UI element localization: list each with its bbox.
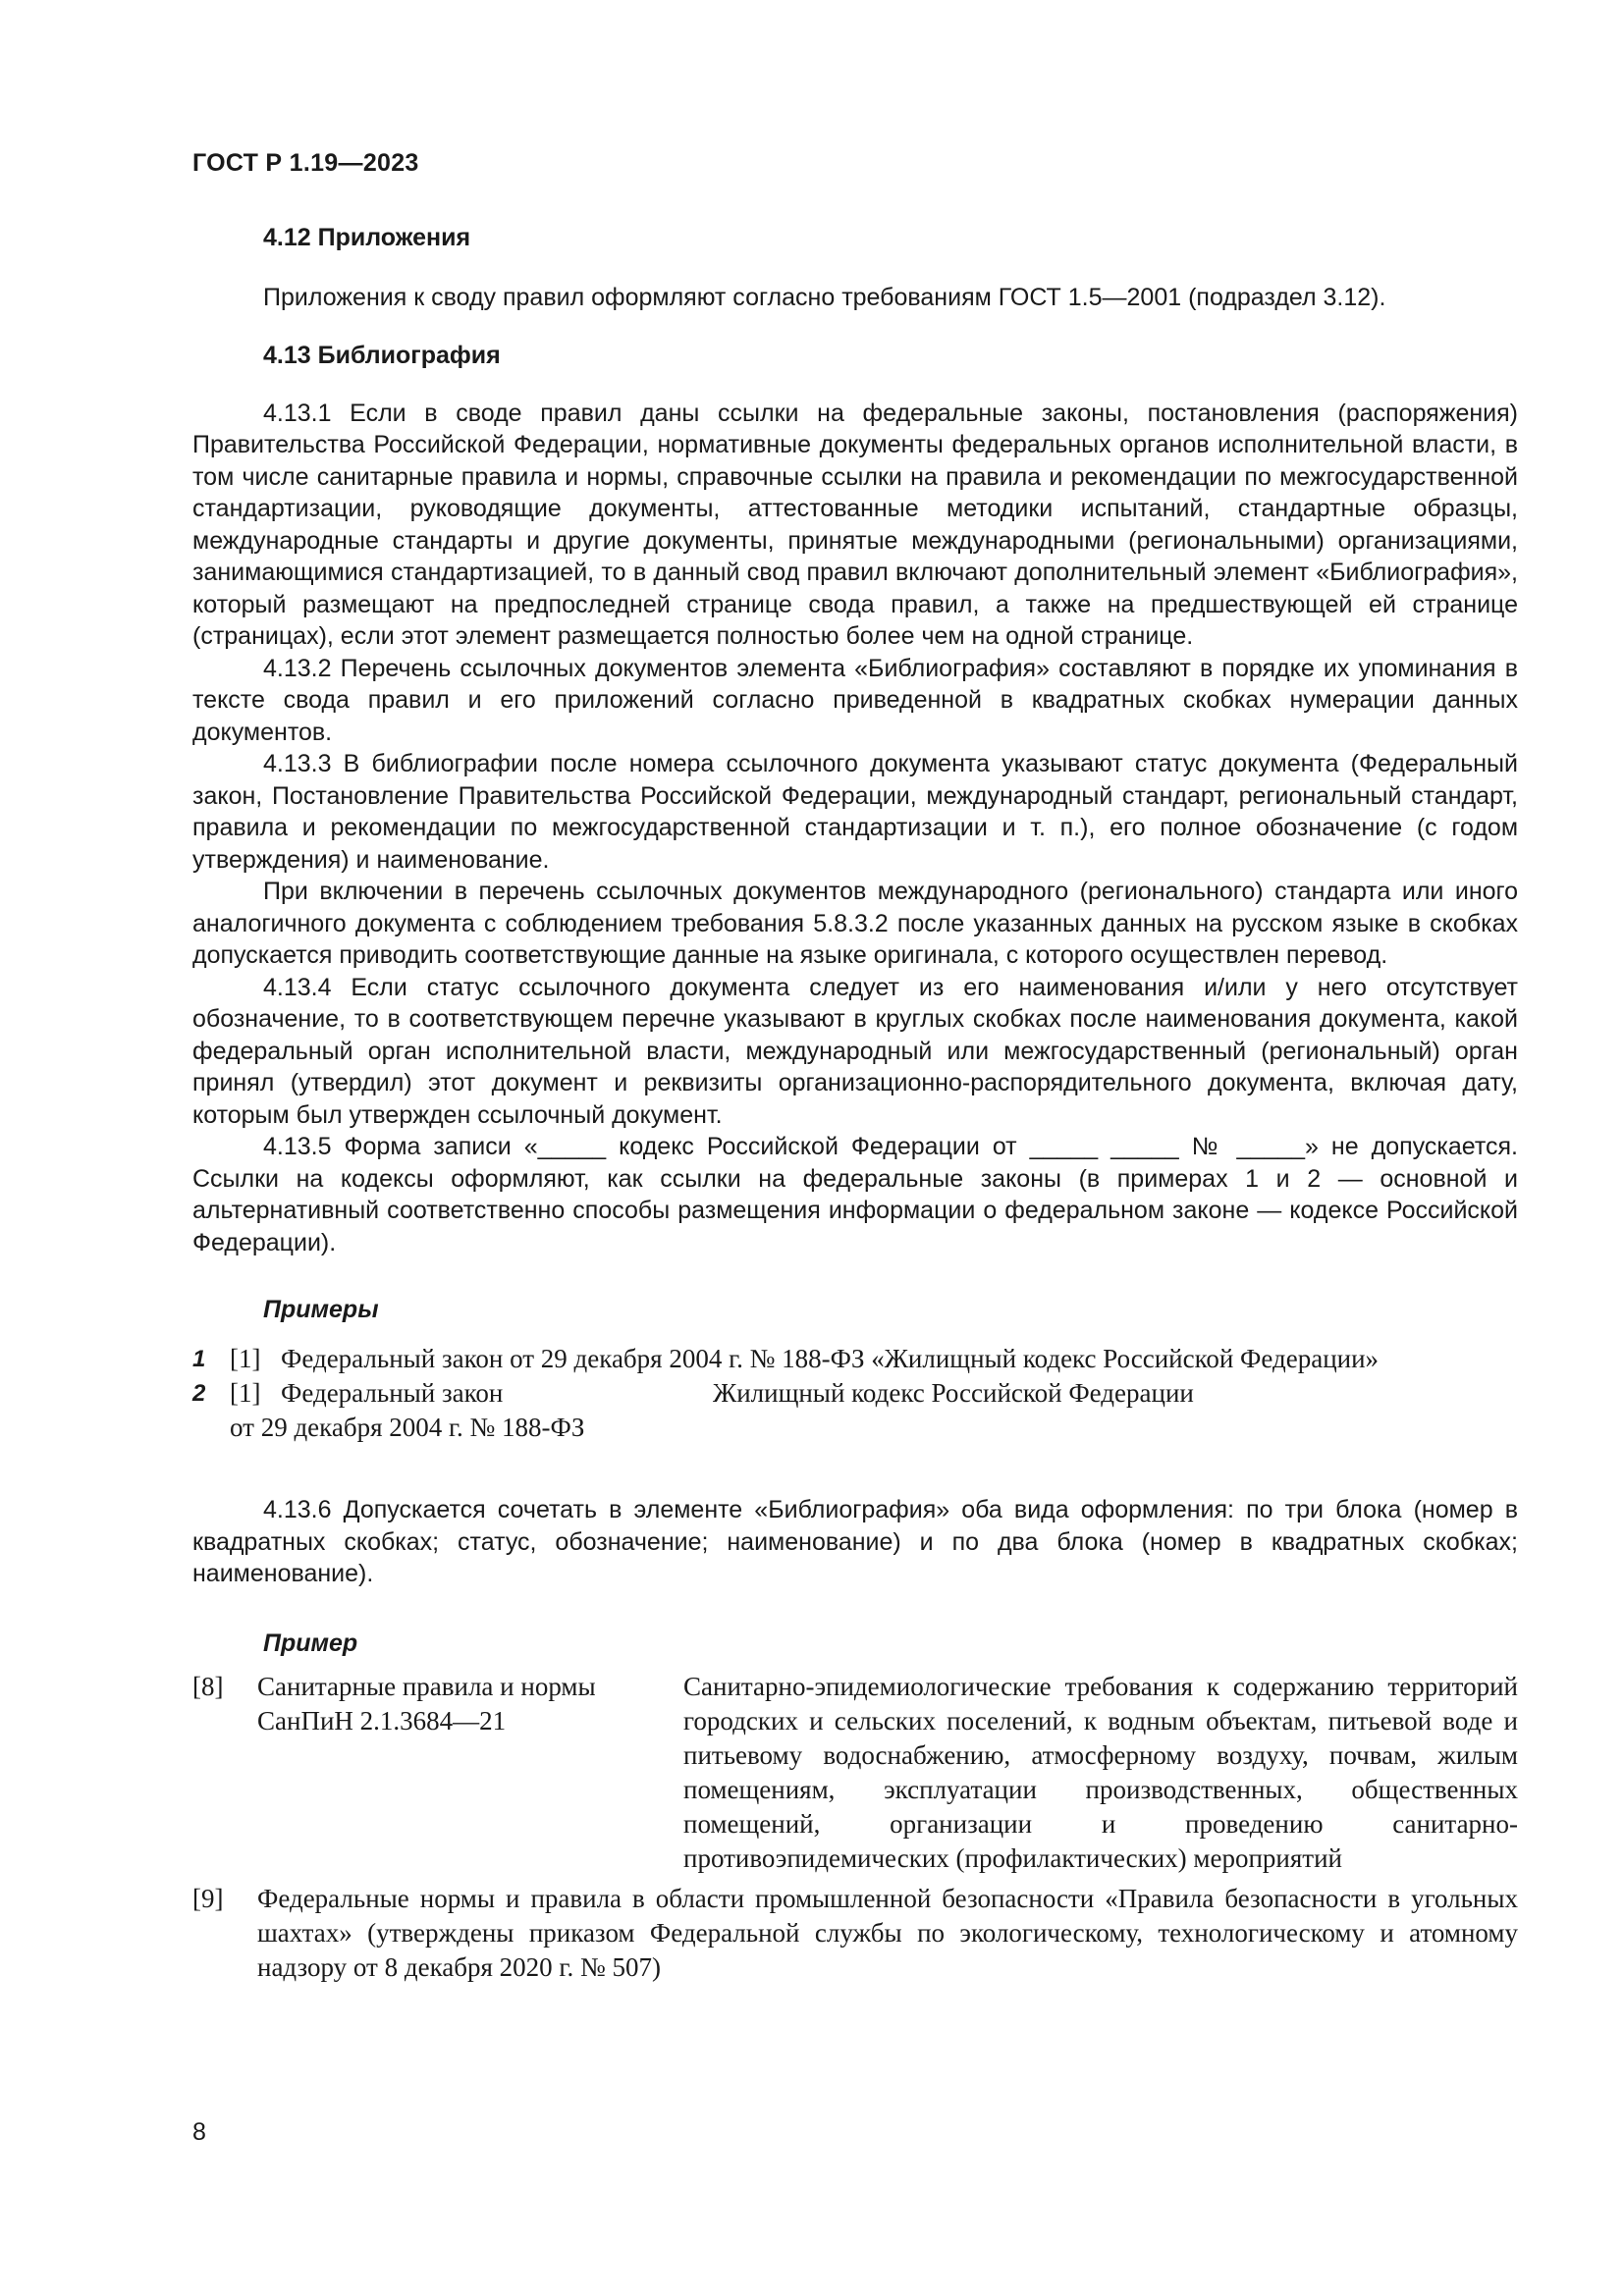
paragraph-4-13-5: 4.13.5 Форма записи «_____ кодекс Российской Федерации от _____ _____ № _____» не допускается. Ссылки на кодексы оформляют, как ссылки на федеральные законы (в примерах 1 и 2 — основной и альтернативный соответственно способы размещения информации о федеральном законе — кодексе Российской Федерации).: [192, 1133, 1518, 1256]
example-text: Федеральный закон от 29 декабря 2004 г. № 188-ФЗ «Жилищный кодекс Российской Федерации»: [281, 1344, 1380, 1373]
page-number: 8: [192, 2118, 206, 2146]
bibliography-entry-8: [192, 1670, 1518, 1876]
bibliography-number: [8]: [192, 1671, 224, 1701]
example-status-line2: от 29 декабря 2004 г. № 188-ФЗ: [230, 1413, 585, 1442]
section-4-12-text: Приложения к своду правил оформляют согласно требованиям ГОСТ 1.5—2001 (подраздел 3.12).: [263, 284, 1386, 311]
example-2: [192, 1376, 1518, 1411]
main-content: [192, 224, 1518, 1985]
bibliography-status: [257, 1670, 683, 1876]
example-number: 2: [192, 1380, 206, 1407]
paragraph-4-13-3: 4.13.3 В библиографии после номера ссылочного документа указывают статус документа (Федеральный закон, Постановление Правительства Российской Федерации, международный стандарт, региональный стандарт, правила и рекомендации по межгосударственной стандартизации и т. п.), его полное обозначение (с годом утверждения) и наименование.: [192, 750, 1518, 874]
example-1: [192, 1342, 1518, 1376]
example-number: 1: [192, 1346, 206, 1372]
status-line-2: СанПиН 2.1.3684—21: [257, 1705, 507, 1735]
bibliography-name: Санитарно-эпидемиологические требования к содержанию территорий городских и сельских поселений, к водным объектам, питьевой воде и питьевому водоснабжению, атмосферному воздуху, почвам, жилым помещениям, эксплуатации производственных, общественных помещений, организации и проведению санитарно-противоэпидемических (профилактических) мероприятий: [683, 1671, 1518, 1873]
bibliography-text: Федеральные нормы и правила в области промышленной безопасности «Правила безопасности в угольных шахтах» (утверждены приказом Федеральной службы по экологическому, технологическому и атомному надзору от 8 декабря 2020 г. № 507): [257, 1883, 1518, 1982]
reference-number: [1]: [230, 1378, 261, 1408]
examples-heading: Примеры: [263, 1296, 379, 1323]
paragraph-4-13-3b: При включении в перечень ссылочных документов международного (регионального) стандарта или иного аналогичного документа с соблюдением требования 5.8.3.2 после указанных данных на русском языке в скобках допускается приводить соответствующие данные на языке оригинала, с которого осуществлен перевод.: [192, 878, 1518, 969]
bibliography-number: [9]: [192, 1883, 224, 1913]
example-name: Жилищный кодекс Российской Федерации: [713, 1378, 1194, 1408]
paragraph-4-13-4: 4.13.4 Если статус ссылочного документа следует из его наименования и/или у него отсутствует обозначение, то в соответствующем перечне указывают в круглых скобках после наименования документа, какой федеральный орган исполнительной власти, международный или межгосударственный (региональный) орган принял (утвердил) этот документ и реквизиты организационно-распорядительного документа, включая дату, которым был утвержден ссылочный документ.: [192, 973, 1518, 1129]
status-line-1: Санитарные правила и нормы: [257, 1671, 596, 1701]
bibliography-entry-9: [192, 1882, 1518, 1985]
paragraph-4-13-1: 4.13.1 Если в своде правил даны ссылки на федеральные законы, постановления (распоряжения) Правительства Российской Федерации, нормативные документы федеральных органов исполнительной власти, в том числе санитарные правила и нормы, справочные ссылки на правила и рекомендации по межгосударственной стандартизации, руководящие документы, аттестованные методики испытаний, стандартные образцы, международные стандарты и другие документы, принятые международными (региональными) организациями, занимающимися стандартизацией, то в данный свод правил включают дополнительный элемент «Библиография», который размещают на предпоследней странице свода правил, а также на предшествующей ей странице (страницах), если этот элемент размещается полностью более чем на одной странице.: [192, 399, 1518, 650]
paragraph-4-13-6: 4.13.6 Допускается сочетать в элементе «Библиография» оба вида оформления: по три блока (номер в квадратных скобках; статус, обозначение; наименование) и по два блока (номер в квадратных скобках; наименование).: [192, 1496, 1518, 1587]
reference-number: [1]: [230, 1344, 261, 1373]
example-status: Федеральный закон: [281, 1378, 504, 1408]
section-title-4-13: 4.13 Библиография: [263, 341, 501, 369]
document-header: ГОСТ Р 1.19—2023: [192, 149, 419, 177]
example-heading: Пример: [263, 1629, 358, 1657]
example-2-continuation: [192, 1411, 1518, 1445]
paragraph-4-13-2: 4.13.2 Перечень ссылочных документов элемента «Библиография» составляют в порядке их упоминания в тексте свода правил и его приложений согласно приведенной в квадратных скобках нумерации данных документов.: [192, 654, 1518, 746]
section-title-4-12: 4.12 Приложения: [263, 224, 471, 251]
bibliography-example: [192, 1670, 1518, 1985]
examples-list: [192, 1342, 1518, 1445]
